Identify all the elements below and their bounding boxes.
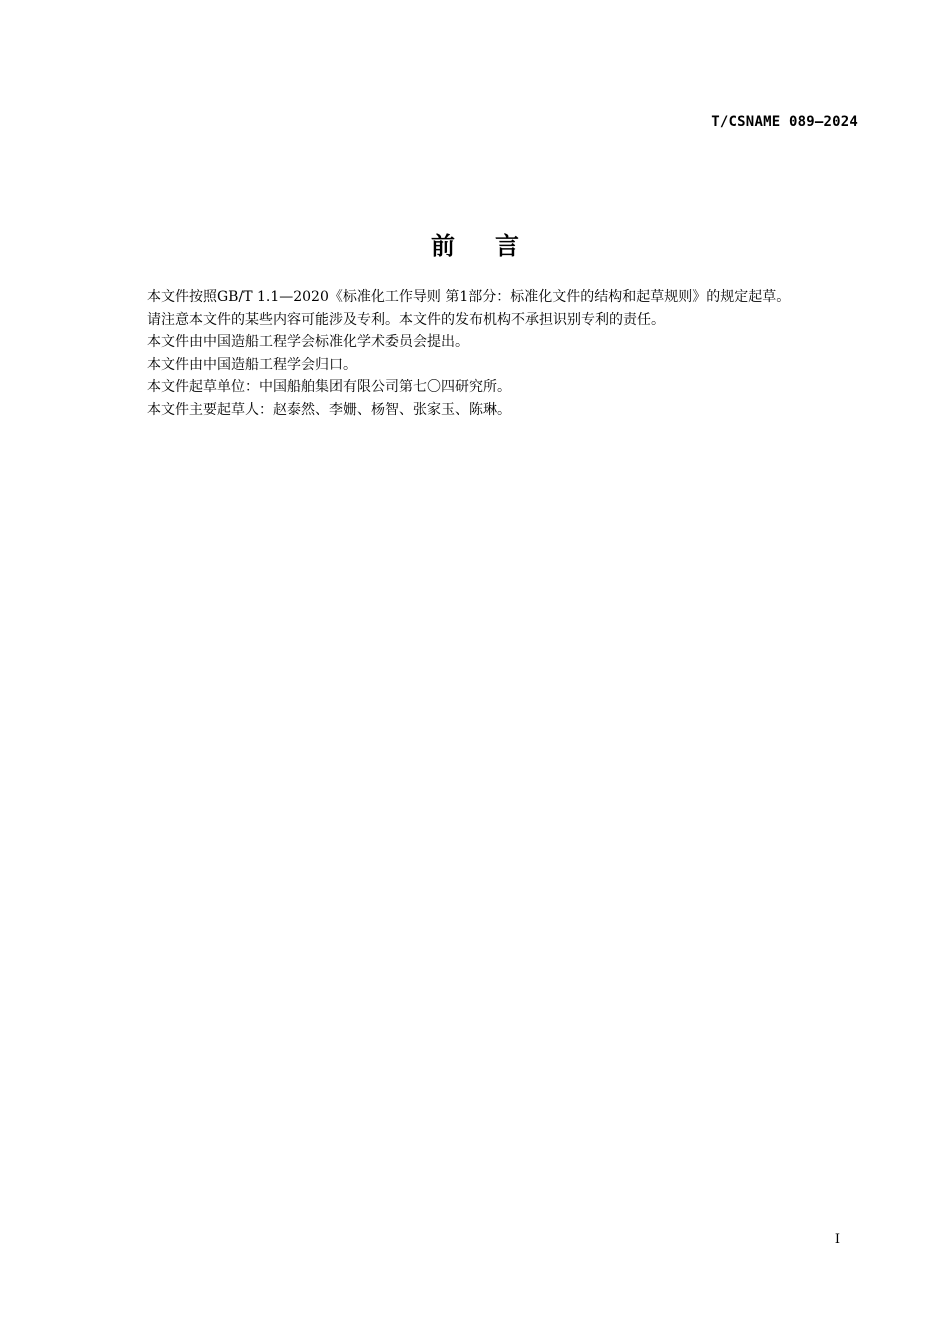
document-code: T/CSNAME 089—2024	[711, 114, 858, 130]
paragraph-drafting-rules: 本文件按照GB/T 1.1—2020《标准化工作导则 第1部分：标准化文件的结构和起草规则》的规定起草。	[147, 289, 791, 305]
paragraph-proposed-by: 本文件由中国造船工程学会标准化学术委员会提出。	[147, 334, 469, 351]
paragraph-drafters: 本文件主要起草人：赵泰然、李姗、杨智、张家玉、陈琳。	[147, 401, 511, 418]
paragraph-patent-notice: 请注意本文件的某些内容可能涉及专利。本文件的发布机构不承担识别专利的责任。	[147, 311, 665, 328]
page-title: 前言	[431, 232, 559, 260]
paragraph-managed-by: 本文件由中国造船工程学会归口。	[147, 356, 357, 373]
foreword-body	[113, 286, 859, 422]
page-number: I	[834, 1232, 840, 1247]
paragraph-drafting-unit: 本文件起草单位：中国船舶集团有限公司第七〇四研究所。	[147, 379, 511, 396]
